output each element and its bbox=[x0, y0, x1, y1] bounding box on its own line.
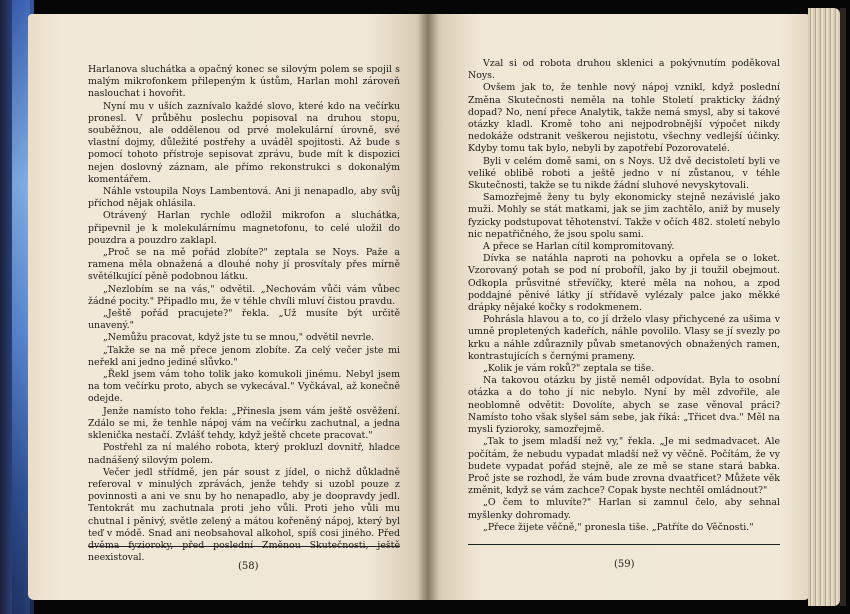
paragraph: Vzal si od robota druhou sklenici a pokývnutím poděkoval Noys. bbox=[468, 58, 780, 82]
paragraph: Harlanova sluchátka a opačný konec se silovým polem se spojil s malým mikrofonkem přilepeným k ústům, Harlan mohl zároveň naslouchat i hovořit. bbox=[88, 64, 400, 100]
right-page bbox=[428, 14, 810, 600]
paragraph: Otrávený Harlan rychle odložil mikrofon a sluchátka, připevnil je k molekulárnímu magnetofonu, to celé uložil do pouzdra a pouzdro zaklapl. bbox=[88, 210, 400, 246]
footer-rule bbox=[88, 546, 400, 547]
paragraph: Dívka se natáhla naproti na pohovku a opřela se o loket. Vzorovaný potah se pod ní proboříl, jako by ji toužil obejmout. Odkopla průsvitné střevíčky, které měla na nohou, a zpod poddajné pěnivé látky jí střídavě vylézaly palce jako měkké drápky nějaké kočky s rodokmenem. bbox=[468, 253, 780, 314]
paragraph: Jenže namísto toho řekla: „Přinesla jsem vám ještě osvěžení. Zdálo se mi, že tenhle nápoj vám na večírku zachutnal, a jedna sklenička nestačí. Zvlášť tehdy, když ještě chcete pracovat." bbox=[88, 405, 400, 442]
left-page-text bbox=[88, 64, 400, 564]
paragraph: „Řekl jsem vám toho tolik jako komukoli jinému. Nebyl jsem na tom večírku proto, abych se vykecával." Vyčkával, až konečně odejde. bbox=[88, 369, 400, 405]
paragraph: „Nemůžu pracovat, když jste tu se mnou," odvětil nevrle. bbox=[103, 332, 375, 344]
paragraph: Večer jedl střídmě, jen pár soust z jídel, o nichž důkladně referoval v minulých zprávách, jenže tehdy si uzobl pouze z povinnosti a ani ve snu by ho nenapadlo, aby je doopravdy jedl. Tentokrát mu zachutnala proti jeho vůli. Proti jeho vůli mu chutnal i pěnivý, světle zelený a mátou kořeněný nápoj, který byl teď v módě. Snad ani neobsahoval alkohol, spíš cosi jiného. Před dvěma fyzioroky, před poslední Změnou Skutečnosti, ještě neexistoval. bbox=[88, 466, 400, 564]
paragraph: „Kolik je vám roků?" zeptala se tiše. bbox=[483, 363, 655, 375]
footer-rule bbox=[468, 544, 780, 545]
paragraph: „O čem to mluvíte?" Harlan si zamnul čelo, aby sehnal myšlenky dohromady. bbox=[468, 497, 780, 521]
paragraph: Nyní mu v uších zaznívalo každé slovo, které kdo na večírku pronesl. V průběhu poslechu popisoval na druhou stopu, souběžnou, ale oddělenou od prvé molekulární úrovně, své vlastní dojmy, důležité postřehy a uváděl spojitosti. Až bude s pomocí tohoto přístroje sepisovat zprávu, bude mít k dispozici nejen doslovný záznam, ale přímo rekonstrukci s dokonalým komentářem. bbox=[88, 100, 400, 185]
paragraph: Náhle vstoupila Noys Lambentová. Ani ji nenapadlo, aby svůj příchod nějak ohlásila. bbox=[88, 186, 400, 210]
paragraph: „Přece žijete věčně," pronesla tiše. „Patříte do Věčnosti." bbox=[483, 521, 754, 533]
paragraph: Na takovou otázku by jistě neměl odpovídat. Byla to osobní otázka a do toho jí nic nebylo. Nyní by měl zdvořile, ale neoblomně odvětit: Dovolíte, abych se zase věnoval práci? Namísto toho však slyšel sám sebe, jak říká: „Třicet dva." Měl na mysli fyzioroky, samozřejmě. bbox=[468, 375, 780, 436]
left-page bbox=[28, 14, 428, 600]
paragraph: Postřehl za ní malého robota, který prokluzl dovnitř, hladce nadnášený silovým polem. bbox=[88, 442, 400, 466]
paragraph: Ovšem jak to, že tenhle nový nápoj vznikl, když poslední Změna Skutečnosti neměla na tohle Století prakticky žádný dopad? No, není přece Analytik, takže nemá smysl, aby si takové otázky kladl. Kromě toho ani nejpodrobnější výpočet nikdy nedokáže odstranit veškerou nejistotu, všechny vedlejší účinky. Kdyby tomu tak bylo, nebyli by zapotřebí Pozorovatelé. bbox=[468, 82, 780, 155]
paragraph: „Nezlobím se na vás," odvětil. „Nechovám vůči vám vůbec žádné pocity." Připadlo mu, že v téhle chvíli mluví čistou pravdu. bbox=[88, 283, 400, 307]
page-number: (58) bbox=[238, 561, 259, 572]
paragraph: „Ještě pořád pracujete?" řekla. „Už musíte být určitě unavený." bbox=[88, 308, 400, 332]
paragraph: Samozřejmě ženy tu byly ekonomicky stejně nezávislé jako muži. Mohly se stát matkami, jak se jim zachtělo, aniž by musely fyzicky podstupovat těhotenství. Takže v očích 482. století nebylo nic nepatřičného, že jsou spolu sami. bbox=[468, 192, 780, 240]
paragraph: A přece se Harlan cítil kompromitovaný. bbox=[483, 241, 675, 253]
paragraph: „Proč se na mě pořád zlobíte?" zeptala se Noys. Paže a ramena měla obnažená a dlouhé nohy jí prosvítaly přes mírně světélkující pěně podobnou látku. bbox=[88, 247, 400, 283]
book-gutter bbox=[418, 14, 438, 600]
page-edges bbox=[808, 8, 840, 606]
paragraph: „Tak to jsem mladší než vy," řekla. „Je mi sedmadvacet. Ale počítám, že nebudu vypadat mladší než vy věčně. Počítám, že vy budete vypadat pořád stejně, ale ze mě se stane stará babka. Proč jste se rozhodl, že vám bude zrovna dvaatřicet? Můžete věk změnit, když se vám zachce? Copak byste nechtěl omládnout?" bbox=[468, 436, 780, 497]
right-page-text bbox=[468, 58, 780, 534]
paragraph: „Takže se na mě přece jenom zlobíte. Za celý večer jste mi neřekl ani jedno jediné slůvko." bbox=[88, 344, 400, 368]
paragraph: Byli v celém domě sami, on s Noys. Už dvě decistoletí byli ve veliké oblibě roboti a ještě jedno v ní zůstanou, v téhle Skutečnosti, takže se tu nikde žádní sluhové nevyskytovali. bbox=[468, 155, 780, 192]
page-number: (59) bbox=[614, 559, 635, 570]
paragraph: Pohrásla hlavou a to, co jí drželo vlasy přichycené za ušima v umně propletených kadeřích, náhle povolilo. Vlasy se jí svezly po krku a náhle zdůraznily půvab smetanových obnažených ramen, kontrastujících s černými prameny. bbox=[468, 314, 780, 362]
